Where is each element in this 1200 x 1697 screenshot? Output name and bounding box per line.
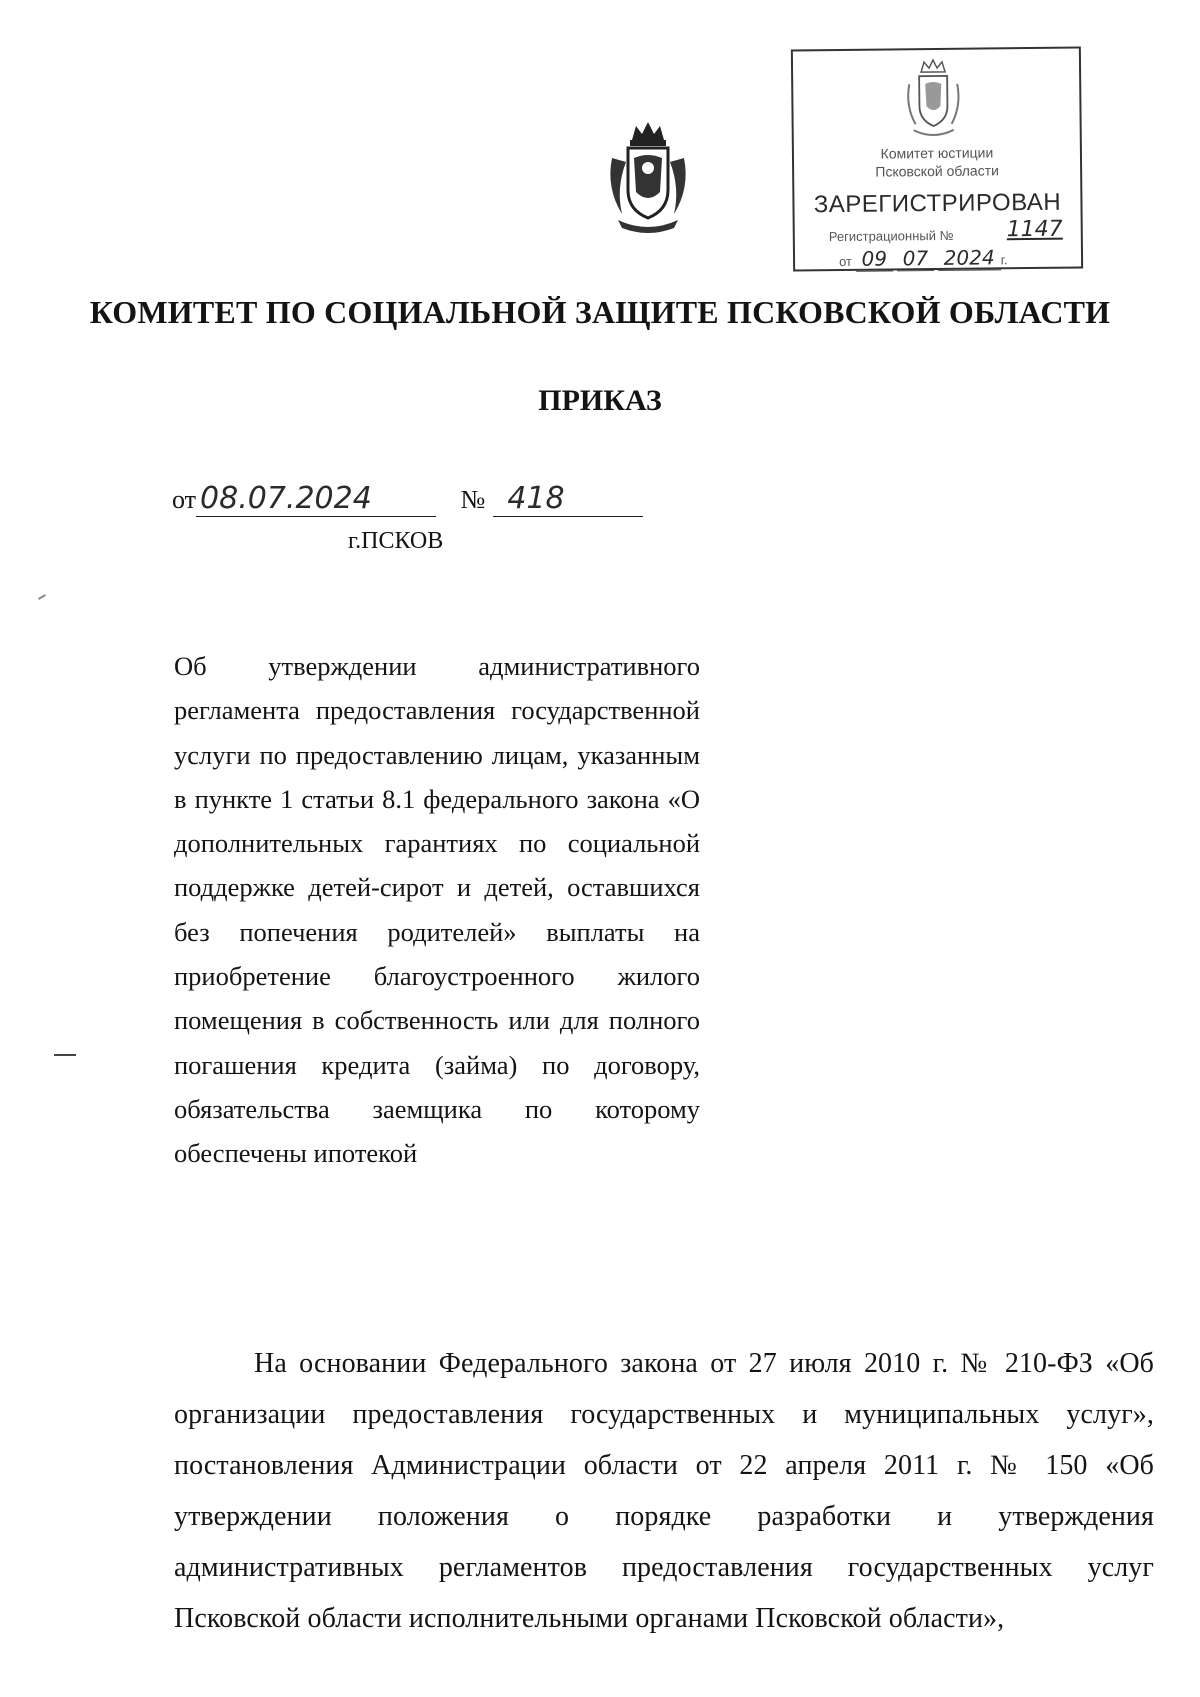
- stamp-date: [839, 245, 1008, 271]
- stamp-org-line-2: Псковской области: [875, 162, 999, 180]
- stamp-reg-number: 1147: [1006, 216, 1063, 243]
- margin-dash-mark: [54, 1054, 76, 1056]
- order-body-paragraph: На основании Федерального закона от 27 июля 2010 г. № 210-ФЗ «Об организации предоставления государственных и муниципальных услуг», постановления Администрации области от 22 апреля 2011 г. № 150 «Об утверждении положения о порядке разработки и утверждения административных регламентов предоставления государственных услуг Псковской области исполнительными органами Псковской области»,: [174, 1348, 1154, 1634]
- stamp-date-prefix: от: [838, 253, 853, 270]
- stamp-date-year: 2024: [938, 245, 1001, 271]
- order-date-prefix: от: [172, 485, 197, 514]
- registration-stamp: [791, 46, 1083, 271]
- coat-of-arms-emblem: [604, 118, 692, 236]
- committee-heading: КОМИТЕТ ПО СОЦИАЛЬНОЙ ЗАЩИТЕ ПСКОВСКОЙ ОБЛАСТИ: [89, 294, 1111, 330]
- stamp-org-line-1: Комитет юстиции: [880, 144, 994, 162]
- stamp-emblem-icon: [903, 58, 964, 143]
- stamp-status: ЗАРЕГИСТРИРОВАН: [813, 188, 1062, 219]
- order-subject: Об утверждении административного регламента предоставления государственной услуги по предоставлению лицам, указанным в пункте 1 статьи 8.1 федерального закона «О дополнительных гарантиях по социальной поддержке детей-сирот и детей, оставшихся без попечения родителей» выплаты на приобретение благоустроенного жилого помещения в собственность или для полного погашения кредита (займа) по договору, обязательства заемщика по которому обеспечены ипотекой: [174, 651, 700, 1169]
- scan-artifact-mark: [38, 594, 46, 600]
- order-date-number-line: [172, 482, 643, 517]
- order-number: 418: [493, 482, 643, 517]
- stamp-reg-label: Регистрационный №: [828, 227, 954, 245]
- stamp-organization: [794, 143, 1080, 182]
- document-type-heading: ПРИКАЗ: [538, 384, 662, 417]
- stamp-date-month: 07: [897, 246, 935, 271]
- stamp-date-day: 09: [855, 246, 893, 271]
- order-city: г.ПСКОВ: [348, 528, 444, 554]
- order-number-label: №: [460, 485, 486, 514]
- stamp-year-suffix: г.: [1000, 252, 1008, 268]
- order-date: 08.07.2024: [196, 482, 436, 517]
